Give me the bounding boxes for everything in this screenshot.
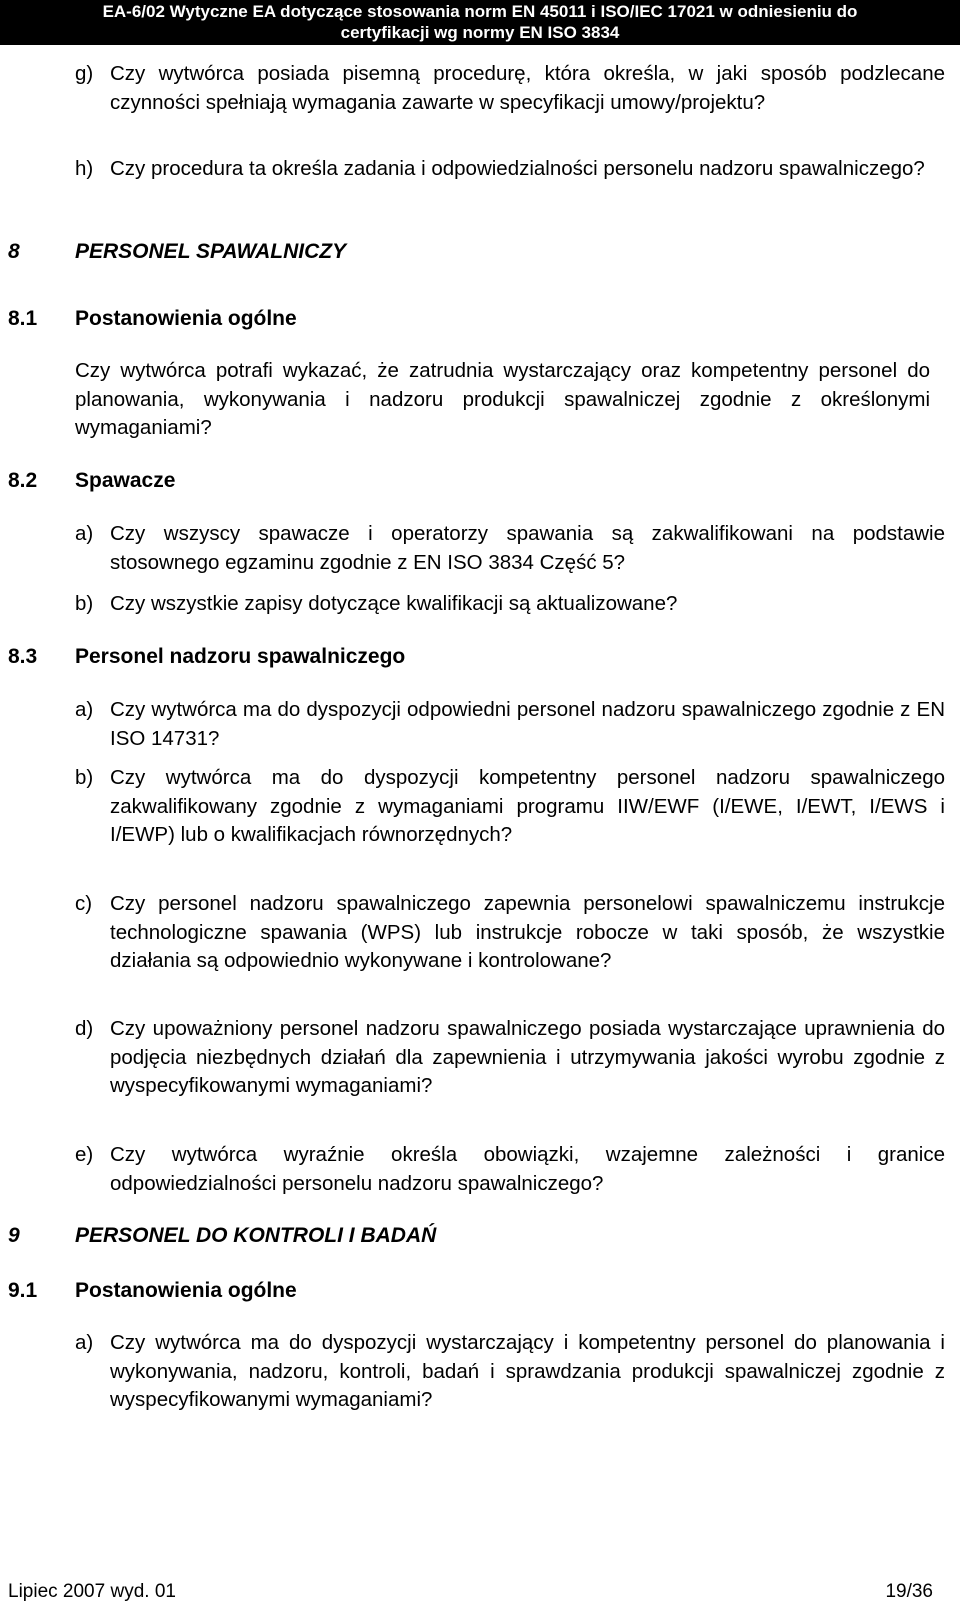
list-item-8-2-b [75,590,945,619]
list-item-g [75,60,945,117]
list-item-text: Czy personel nadzoru spawalniczego zapewnia personelowi spawalniczemu instrukcje technologiczne spawania (WPS) lub instrukcje robocze w taki sposób, że wszystkie działania są odpowiednio wykonywane i kontrolowane? [110,892,945,972]
footer-edition: Lipiec 2007 wyd. 01 [8,1581,176,1602]
list-item-8-3-a [75,696,945,753]
section-title: PERSONEL DO KONTROLI I BADAŃ [75,1224,437,1247]
list-item-8-3-d [75,1015,945,1101]
section-title: PERSONEL SPAWALNICZY [75,240,347,263]
header-title-line-1: EA-6/02 Wytyczne EA dotyczące stosowania norm EN 45011 i ISO/IEC 17021 w odniesieniu do [102,2,858,21]
list-marker: a) [75,1331,94,1354]
page-number: 19/36 [885,1581,933,1602]
list-item-text: Czy wytwórca ma do dyspozycji kompetentny personel nadzoru spawalniczego zakwalifikowany zgodnie z wymaganiami programu IIW/EWF (I/EWE, I/EWT, I/EWS i I/EWP) lub o kwalifikacjach równorzędnych? [110,766,945,846]
paragraph-8-1: Czy wytwórca potrafi wykazać, że zatrudnia wystarczający oraz kompetentny personel do planowania, wykonywania i nadzoru produkcji spawalniczej zgodnie z określonymi wymaganiami? [75,359,930,439]
subsection-number: 9.1 [8,1279,38,1302]
list-item-9-1-a [75,1329,945,1415]
list-marker: h) [75,157,94,180]
section-number: 8 [8,240,20,263]
list-marker: d) [75,1017,94,1040]
list-item-text: Czy wytwórca ma do dyspozycji odpowiedni personel nadzoru spawalniczego zgodnie z EN ISO 14731? [110,698,945,750]
list-item-8-3-c [75,890,945,976]
list-item-text: Czy wszystkie zapisy dotyczące kwalifikacji są aktualizowane? [110,592,678,615]
header-title-line-2: certyfikacji wg normy EN ISO 3834 [340,23,620,42]
list-item-8-3-b [75,764,945,850]
list-marker: e) [75,1143,94,1166]
list-item-8-3-e [75,1141,945,1198]
list-marker: c) [75,892,93,915]
subsection-number: 8.1 [8,307,38,330]
subsection-title: Spawacze [75,469,176,492]
section-number: 9 [8,1224,20,1247]
list-item-8-2-a [75,520,945,577]
document-header [0,0,960,45]
list-item-text: Czy wszyscy spawacze i operatorzy spawania są zakwalifikowani na podstawie stosownego egzaminu zgodnie z EN ISO 3834 Część 5? [110,522,945,574]
list-item-text: Czy upoważniony personel nadzoru spawalniczego posiada wystarczające uprawnienia do podjęcia niezbędnych działań dla zapewnienia i utrzymywania jakości wyrobu zgodnie z wyspecyfikowanymi wymaganiami? [110,1017,945,1097]
list-item-h [75,155,945,184]
subsection-title: Personel nadzoru spawalniczego [75,645,406,668]
list-marker: b) [75,592,94,615]
list-marker: a) [75,522,94,545]
list-item-text: Czy wytwórca posiada pisemną procedurę, która określa, w jaki sposób podzlecane czynności spełniają wymagania zawarte w specyfikacji umowy/projektu? [110,62,945,114]
list-marker: a) [75,698,94,721]
subsection-number: 8.3 [8,645,38,668]
list-item-text: Czy procedura ta określa zadania i odpowiedzialności personelu nadzoru spawalniczego? [110,157,925,180]
subsection-title: Postanowienia ogólne [75,307,297,330]
list-item-text: Czy wytwórca wyraźnie określa obowiązki, wzajemne zależności i granice odpowiedzialności personelu nadzoru spawalniczego? [110,1143,945,1195]
subsection-title: Postanowienia ogólne [75,1279,297,1302]
list-item-text: Czy wytwórca ma do dyspozycji wystarczający i kompetentny personel do planowania i wykonywania, nadzoru, kontroli, badań i sprawdzania produkcji spawalniczej zgodnie z wyspecyfikowanymi wymaganiami? [110,1331,945,1411]
subsection-number: 8.2 [8,469,38,492]
list-marker: b) [75,766,94,789]
list-marker: g) [75,62,94,85]
